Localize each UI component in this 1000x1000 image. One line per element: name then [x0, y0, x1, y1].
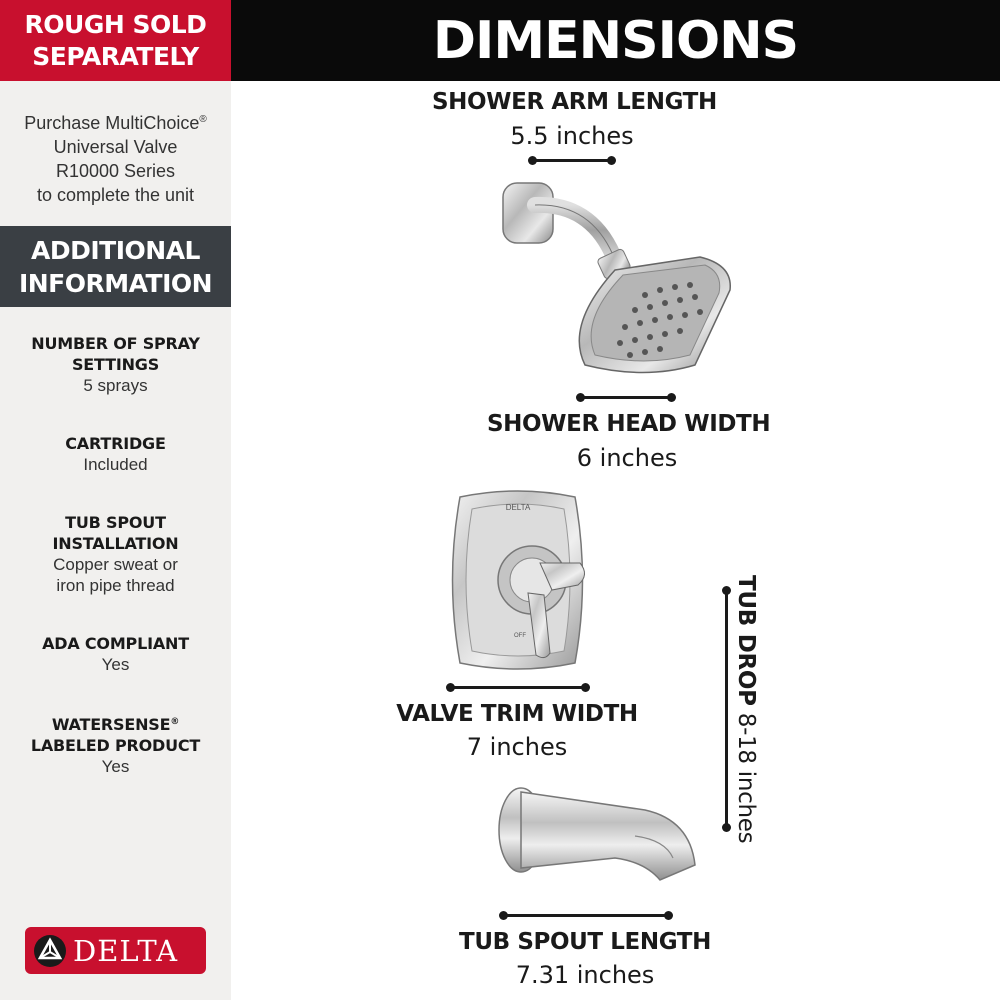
- valve-trim-dimension-line: [450, 686, 586, 689]
- delta-triangle-icon: [33, 934, 67, 968]
- registered-mark: ®: [170, 717, 180, 727]
- purchase-note-line2: Universal Valve: [53, 137, 178, 157]
- tub-spout-image: [495, 780, 705, 890]
- shower-arm-length-label: SHOWER ARM LENGTH: [432, 89, 717, 115]
- delta-logo-text: DELTA: [73, 933, 179, 968]
- spec-tub-spout-installation: [0, 512, 231, 596]
- addl-banner-line2: INFORMATION: [18, 268, 213, 298]
- registered-mark: ®: [199, 114, 207, 125]
- spec-label: INSTALLATION: [52, 534, 179, 553]
- spec-label: NUMBER OF SPRAY: [31, 334, 200, 353]
- rough-banner-line1: ROUGH SOLD: [24, 9, 207, 39]
- spec-label: LABELED PRODUCT: [30, 736, 201, 755]
- valve-trim-image: [440, 485, 595, 675]
- spec-label: WATERSENSE: [51, 715, 171, 734]
- spec-value: iron pipe thread: [56, 576, 175, 595]
- tub-drop-text: [733, 575, 759, 843]
- tub-spout-length-label: TUB SPOUT LENGTH: [459, 929, 711, 955]
- spec-value: Yes: [101, 757, 130, 776]
- tub-spout-length-value: 7.31 inches: [515, 961, 655, 989]
- rough-sold-separately-banner: [0, 0, 231, 81]
- spec-spray-settings: [0, 333, 231, 396]
- rough-banner-line2: SEPARATELY: [32, 41, 199, 71]
- purchase-note: [0, 108, 231, 207]
- sidebar: [0, 0, 231, 1000]
- addl-banner-line1: ADDITIONAL: [31, 235, 200, 265]
- purchase-note-line4: to complete the unit: [36, 185, 195, 205]
- dimensions-header: DIMENSIONS: [231, 0, 1000, 81]
- valve-plate-text: DELTA: [505, 503, 531, 512]
- delta-logo: [25, 927, 206, 974]
- spec-watersense: [0, 712, 231, 777]
- spec-label: SETTINGS: [71, 355, 160, 374]
- spec-ada-compliant: [0, 633, 231, 675]
- spec-value: 5 sprays: [83, 376, 148, 395]
- spec-cartridge: [0, 433, 231, 475]
- tub-drop-label: TUB DROP: [733, 575, 759, 706]
- shower-head-dimension-line: [580, 396, 672, 399]
- tub-spout-dimension-line: [503, 914, 669, 917]
- valve-off-text: OFF: [514, 633, 526, 639]
- valve-trim-width-label: VALVE TRIM WIDTH: [396, 701, 638, 727]
- additional-information-banner: [0, 226, 231, 307]
- purchase-note-line1: Purchase MultiChoice: [24, 113, 200, 133]
- spec-value: Copper sweat or: [53, 555, 178, 574]
- purchase-note-line3: R10000 Series: [55, 161, 176, 181]
- spec-label: ADA COMPLIANT: [42, 634, 189, 653]
- spec-value: Yes: [101, 655, 130, 674]
- shower-head-image: [495, 175, 740, 385]
- shower-head-width-value: 6 inches: [576, 444, 678, 472]
- shower-arm-length-value: 5.5 inches: [510, 122, 634, 150]
- shower-head-width-label: SHOWER HEAD WIDTH: [487, 411, 771, 437]
- spec-label: TUB SPOUT: [65, 513, 166, 532]
- tub-drop-value: 8-18 inches: [733, 712, 759, 844]
- spec-label: CARTRIDGE: [65, 434, 166, 453]
- spec-value: Included: [83, 455, 148, 474]
- shower-arm-dimension-line: [532, 159, 612, 162]
- valve-trim-width-value: 7 inches: [466, 733, 568, 761]
- tub-drop-dimension-line: [725, 590, 728, 828]
